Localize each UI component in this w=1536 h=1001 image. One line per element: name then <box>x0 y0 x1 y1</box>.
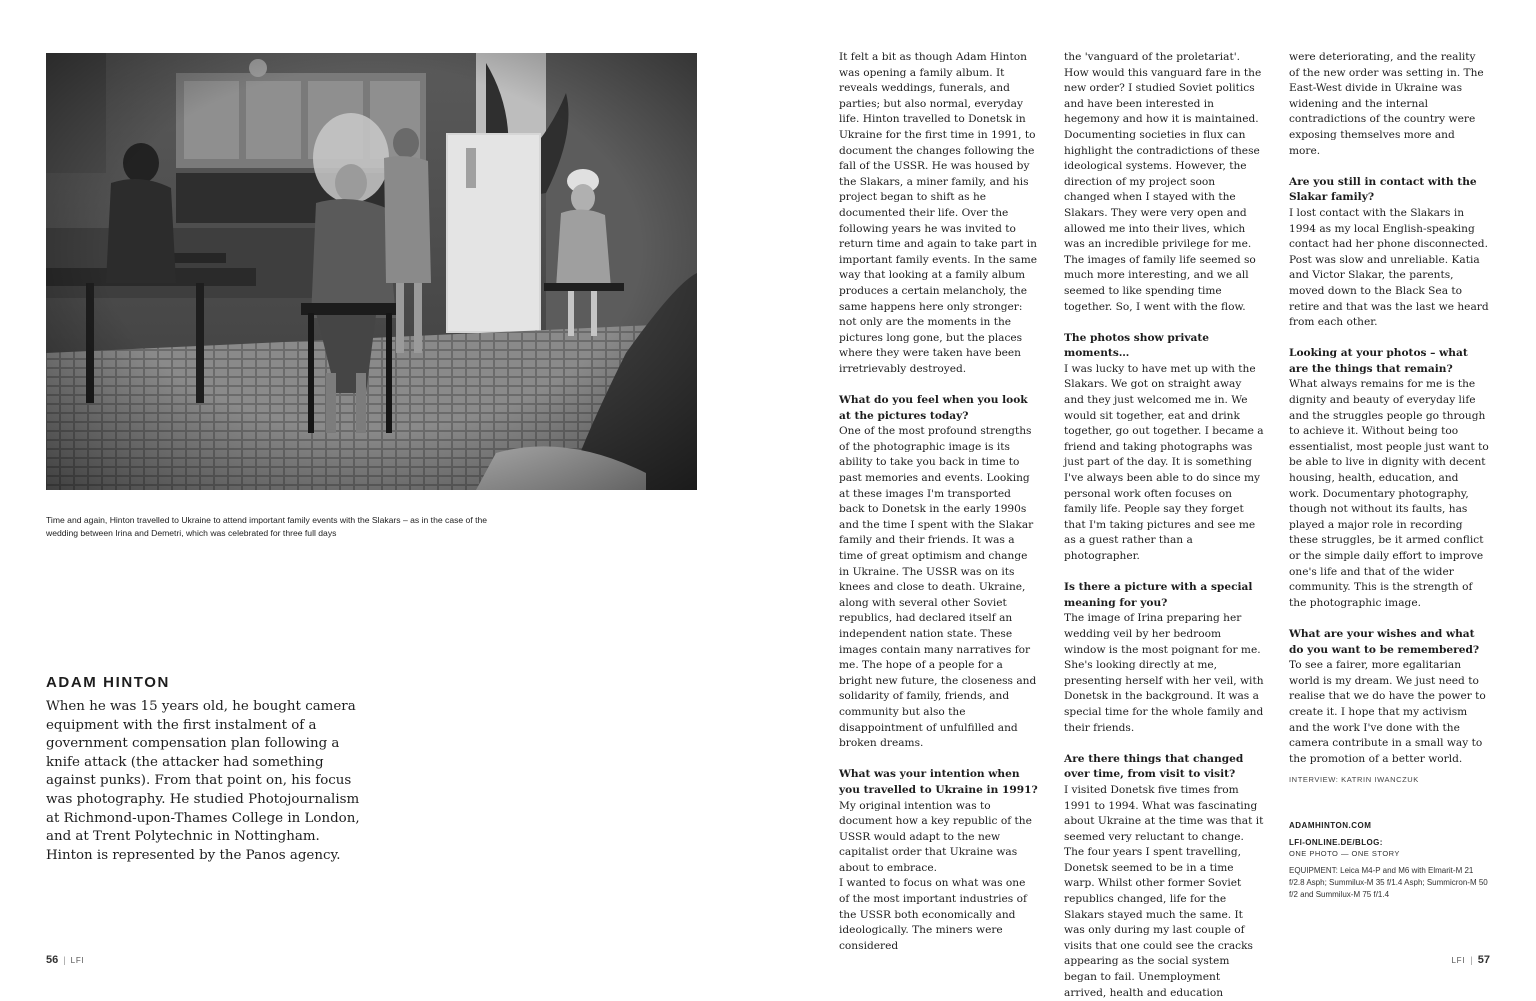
footer-separator: | <box>63 955 66 965</box>
question-heading: What are your wishes and what do you want to be remembered? <box>1289 627 1480 656</box>
answer-text: I lost contact with the Slakars in 1994 as my local English-speaking contact had her phone disconnected. Post was slow and unreliable. Katia and Victor Slakar, the parents, moved down to the Black Sea to retire and that was the last we heard from each other. <box>1289 206 1489 329</box>
page-number: 57 <box>1477 954 1490 966</box>
answer-text: I was lucky to have met up with the Slakars. We got on straight away and they just welcomed me in. We would sit together, eat and drink together, go out together. I became a friend and taking photographs was just part of the day. It is something I've always been able to do since my personal work often focuses on family life. People say they forget that I'm taking pictures and see me as a guest rather than a photographer. <box>1064 362 1264 562</box>
question-heading: What do you feel when you look at the pictures today? <box>839 394 1028 422</box>
answer-text: I wanted to focus on what was one of the most important industries of the USSR both economically and ideologically. The miners were considered <box>839 877 1027 952</box>
interview-credit: INTERVIEW: KATRIN IWANCZUK <box>1289 775 1419 785</box>
article-column-2 <box>1064 50 1264 1001</box>
question-heading: Are you still in contact with the Slakar family? <box>1289 175 1477 204</box>
website-link[interactable]: ADAMHINTON.COM <box>1289 820 1372 830</box>
answer-text: My original intention was to document how a key republic of the USSR would adapt to the new capitalist order that Ukraine was about to embrace. <box>839 799 1032 874</box>
article-links <box>1289 820 1489 901</box>
article-intro: It felt a bit as though Adam Hinton was opening a family album. It reveals weddings, funerals, and parties; but also normal, everyday life. Hinton travelled to Donetsk in Ukraine for the first time in 1991, to document the changes following the fall of the USSR. He was housed by the Slakars, a miner family, and his project began to shift as he documented their life. Over the following years he was invited to return time and again to take part in important family events. In the same way that looking at a family album produces a certain melancholy, the same happens here only stronger: not only are the moments in the pictures long gone, but the places where they were taken have been irretrievably destroyed. <box>839 51 1038 375</box>
answer-text: The image of Irina preparing her wedding veil by her bedroom window is the most poignant for me. She's looking directly at me, presenting herself with her veil, with Donetsk in the background. It was a special time for the whole family and their friends. <box>1064 612 1264 734</box>
article-column-3 <box>1289 50 1489 901</box>
question-heading: The photos show private moments… <box>1064 331 1210 360</box>
question-heading: Are there things that changed over time, from visit to visit? <box>1064 752 1244 781</box>
featured-photograph <box>46 53 697 490</box>
photographer-bio: When he was 15 years old, he bought camera equipment with the first instalment of a government compensation plan following a knife attack (the attacker had something against punks). From that point on, his focus was photography. He studied Photojournalism at Richmond-upon-Thames College in London, and at Trent Polytechnic in Nottingham. Hinton is represented by the Panos agency. <box>46 699 360 863</box>
answer-text: I visited Donetsk five times from 1991 to 1994. What was fascinating about Ukraine at the time was that it seemed very reluctant to change. The four years I spent travelling, Donetsk seemed to be in a time warp. Whilst other former Soviet republics changed, life for the Slakars stayed much the same. It was only during my last couple of visits that one could see the cracks appearing as the social system began to fail. Unemployment arrived, health and education <box>1064 783 1264 999</box>
blog-series: ONE PHOTO — ONE STORY <box>1289 848 1400 858</box>
question-heading: Is there a picture with a special meaning for you? <box>1064 581 1253 609</box>
answer-text: the 'vanguard of the proletariat'. How would this vanguard fare in the new order? I studied Soviet politics and have been interested in hegemony and how it is maintained. Documenting societies in flux can highlight the contradictions of these ideological systems. However, the direction of my project soon changed when I stayed with the Slakars. They were very open and allowed me into their lives, which was an incredible privilege for me. The images of family life seemed so much more interesting, and we all seemed to like spending time together. So, I went with the flow. <box>1064 51 1262 313</box>
footer-separator: | <box>1470 955 1473 965</box>
page-footer-right <box>1451 954 1490 966</box>
answer-text: What always remains for me is the dignity and beauty of everyday life and the struggles people go through to achieve it. Without being too essentialist, most people just want to be able to live in dignity with decent housing, health, education, and work. Documentary photography, though not without its faults, has played a major role in recording these struggles, be it armed conflict or the simple daily effort to improve one's life and that of the wider community. This is the strength of the photographic image. <box>1289 378 1489 609</box>
article-column-1 <box>839 50 1039 954</box>
photographer-name-heading: ADAM HINTON <box>46 674 170 691</box>
answer-text: One of the most profound strengths of the photographic image is its ability to take you back in time to past memories and events. Looking at these images I'm transported back to Donetsk in the early 1990s and the time I spent with the Slakar family and their friends. It was a time of great optimism and change in Ukraine. The USSR was on its knees and close to death. Ukraine, along with several other Soviet republics, had declared itself an independent nation state. These images contain many narratives for me. The hope of a people for a bright new future, the closeness and solidarity of family, friends, and community but also the disappointment of unfulfilled and broken dreams. <box>839 425 1037 750</box>
equipment-note: EQUIPMENT: Leica M4-P and M6 with Elmarit-M 21 f/2.8 Asph; Summilux-M 35 f/1.4 Asph; Summicron-M 50 f/2 and Summilux-M 75 f/1.4 <box>1289 865 1488 899</box>
blog-link[interactable]: LFI-ONLINE.DE/BLOG: <box>1289 837 1383 847</box>
page-number: 56 <box>46 954 59 966</box>
question-heading: Looking at your photos – what are the things that remain? <box>1289 347 1468 375</box>
answer-text: To see a fairer, more egalitarian world is my dream. We just need to realise that we do have the power to create it. I hope that my activism and the work I've done with the camera contribute in a small way to the promotion of a better world. <box>1289 659 1486 765</box>
answer-text: were deteriorating, and the reality of the new order was setting in. The East-West divide in Ukraine was widening and the internal contradictions of the country were exposing themselves more and more. <box>1289 51 1484 157</box>
page-footer-left <box>46 954 85 966</box>
photo-caption: Time and again, Hinton travelled to Ukraine to attend important family events with the Slakars – as in the case of the wedding between Irina and Demetri, which was celebrated for three full days <box>46 515 488 538</box>
magazine-name: LFI <box>1451 956 1466 965</box>
question-heading: What was your intention when you travelled to Ukraine in 1991? <box>839 768 1038 796</box>
magazine-name: LFI <box>70 956 85 965</box>
